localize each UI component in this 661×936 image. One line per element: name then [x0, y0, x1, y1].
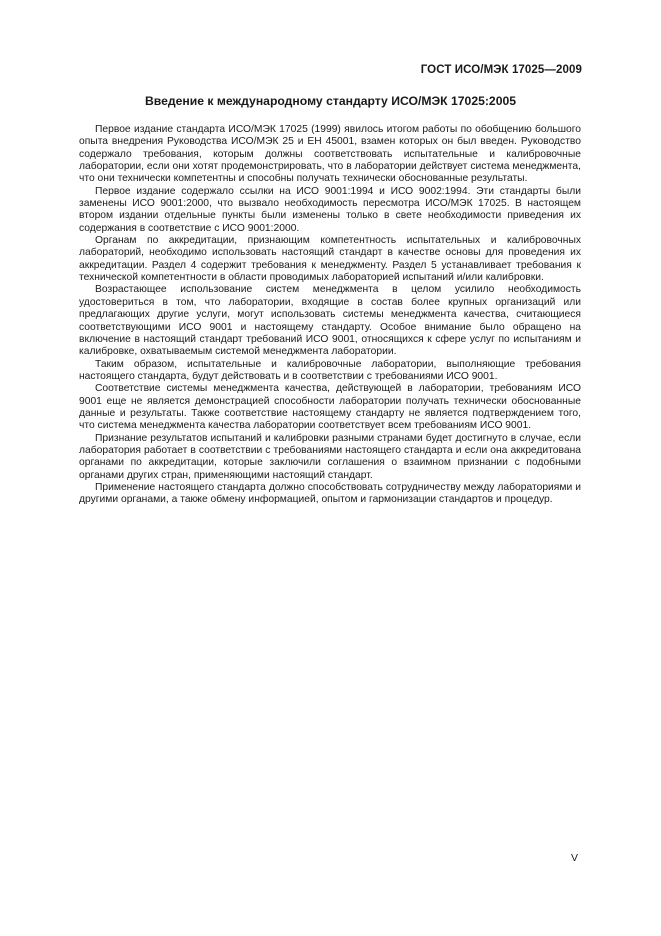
paragraph-1: Первое издание стандарта ИСО/МЭК 17025 (1999) явилось итогом работы по обобщению большого опыта внедрения Руководства ИСО/МЭК 25 и ЕН 45001, взамен которых он был введен. Руководство содержало требования, которым должны соответствовать испытательные и калибровочные лаборатории, если они хотят продемонстрировать, что в лаборатории действует система менеджмента, что они технически компетентны и способны получать технически обоснованные результаты. — [79, 124, 581, 185]
paragraph-6: Соответствие системы менеджмента качества, действующей в лаборатории, требованиям ИСО 9001 еще не является демонстрацией способности лаборатории получать технически обоснованные данные и результаты. Также соответствие настоящему стандарту не является подтверждением того, что система менеджмента качества лаборатории соответствует всем требованиям ИСО 9001. — [79, 383, 581, 432]
page-number: V — [570, 852, 578, 864]
paragraph-3: Органам по аккредитации, признающим компетентность испытательных и калибровочных лабораторий, необходимо использовать настоящий стандарт в качестве основы для проведения их аккредитации. Раздел 4 содержит требования к менеджменту. Раздел 5 устанавливает требования к технической компетентности в области проводимых лабораторией испытаний и/или калибровки. — [79, 235, 581, 284]
document-code: ГОСТ ИСО/МЭК 17025—2009 — [420, 64, 582, 76]
paragraph-2: Первое издание содержало ссылки на ИСО 9001:1994 и ИСО 9002:1994. Эти стандарты были заменены ИСО 9001:2000, что вызвало необходимость пересмотра ИСО/МЭК 17025. В настоящем втором издании отдельные пункты были изменены только в свете необходимости приведения их содержания в соответствие с ИСО 9001:2000. — [79, 185, 581, 234]
introduction-body — [79, 124, 581, 507]
paragraph-7: Признание результатов испытаний и калибровки разными странами будет достигнуто в случае, если лаборатория работает в соответствии с требованиями настоящего стандарта и если она аккредитована органами по аккредитации, которые заключили соглашения о взаимном признании с подобными органами других стран, применяющими настоящий стандарт. — [79, 432, 581, 481]
paragraph-8: Применение настоящего стандарта должно способствовать сотрудничеству между лабораториями и другими органами, а также обмену информацией, опытом и гармонизации стандартов и процедур. — [79, 481, 581, 506]
paragraph-5: Таким образом, испытательные и калибровочные лаборатории, выполняющие требования настоящего стандарта, будут действовать и в соответствии с требованиями ИСО 9001. — [79, 358, 581, 382]
section-title: Введение к международному стандарту ИСО/МЭК 17025:2005 — [144, 94, 517, 108]
paragraph-4: Возрастающее использование систем менеджмента в целом усилило необходимость удостовериться в том, что лаборатории, входящие в состав более крупных организаций или предлагающих другие услуги, могут использовать системы менеджмента качества, считающиеся соответствующими ИСО 9001 и настоящему стандарту. Особое внимание было обращено на включение в настоящий стандарт требований ИСО 9001, относящихся к сфере услуг по испытаниям и калибровке, охватываемым системой менеджмента лаборатории. — [79, 284, 581, 358]
